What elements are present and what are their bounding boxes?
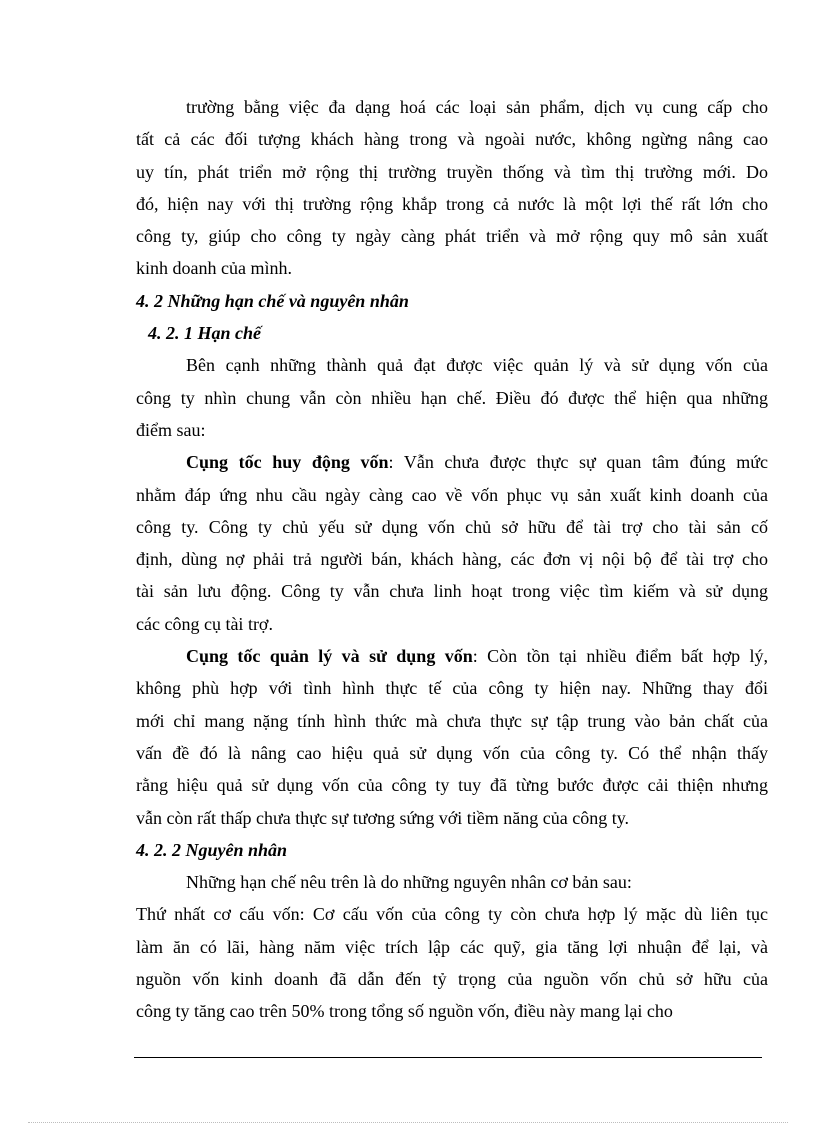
paragraph-line: nguồn vốn kinh doanh đã dẫn đến tỷ trọng của nguồn vốn chủ sở hữu của xyxy=(136,969,768,990)
footer-divider xyxy=(134,1057,762,1058)
bold-term: Cụng tốc quản lý và sử dụng vốn xyxy=(186,646,473,667)
section-heading-4-2: 4. 2 Những hạn chế và nguyên nhân xyxy=(136,290,409,311)
subsection-heading-4-2-2: 4. 2. 2 Nguyên nhân xyxy=(136,839,288,860)
paragraph-line: uy tín, phát triển mở rộng thị trường truyền thống và tìm thị trường mới. Do xyxy=(136,161,768,182)
subsection-heading-4-2-1: 4. 2. 1 Hạn chế xyxy=(148,323,262,344)
paragraph-line: các công cụ tài trợ. xyxy=(136,613,273,634)
paragraph-line: Những hạn chế nêu trên là do những nguyên nhân cơ bản sau: xyxy=(186,872,632,893)
paragraph-line: công ty nhìn chung vẫn còn nhiều hạn chế. Điều đó được thể hiện qua những xyxy=(136,387,768,408)
paragraph-line: Thứ nhất cơ cấu vốn: Cơ cấu vốn của công ty còn chưa hợp lý mặc dù liên tục xyxy=(136,904,768,925)
paragraph-line: đó, hiện nay với thị trường rộng khắp trong cả nước là một lợi thế rất lớn cho xyxy=(136,193,768,214)
paragraph-line: không phù hợp với tình hình thực tế của công ty hiện nay. Những thay đổi xyxy=(136,678,768,699)
paragraph-line: công ty. Công ty chủ yếu sử dụng vốn chủ sở hữu để tài trợ cho tài sản cố xyxy=(136,516,768,537)
paragraph-line: trường bằng việc đa dạng hoá các loại sản phẩm, dịch vụ cung cấp cho xyxy=(186,97,768,117)
paragraph-line: vẫn còn rất thấp chưa thực sự tương sứng với tiềm năng của công ty. xyxy=(136,807,630,828)
line-text: : Còn tồn tại nhiều điểm bất hợp lý, xyxy=(472,646,768,667)
paragraph-line: định, dùng nợ phải trả người bán, khách hàng, các đơn vị nội bộ để tài trợ cho xyxy=(136,549,768,570)
line-text: : Vẫn chưa được thực sự quan tâm đúng mức xyxy=(388,452,768,473)
paragraph-line: điểm sau: xyxy=(136,419,206,440)
paragraph-line xyxy=(136,446,768,478)
paragraph-line: làm ăn có lãi, hàng năm việc trích lập các quỹ, gia tăng lợi nhuận để lại, và xyxy=(136,936,768,957)
bold-term: Cụng tốc huy động vốn xyxy=(186,452,389,473)
paragraph-line: công ty tăng cao trên 50% trong tổng số nguồn vốn, điều này mang lại cho xyxy=(136,1001,673,1022)
paragraph-line: công ty, giúp cho công ty ngày càng phát triển và mở rộng quy mô sản xuất xyxy=(136,226,768,247)
paragraph-line: vấn đề đó là nâng cao hiệu quả sử dụng vốn của công ty. Có thể nhận thấy xyxy=(136,742,768,763)
paragraph-line: nhằm đáp ứng nhu cầu ngày càng cao về vốn phục vụ sản xuất kinh doanh của xyxy=(136,484,768,505)
document-body xyxy=(136,91,768,1028)
paragraph-line: tất cả các đối tượng khách hàng trong và ngoài nước, không ngừng nâng cao xyxy=(136,129,768,150)
paragraph-line xyxy=(136,640,768,672)
paragraph-line: mới chỉ mang nặng tính hình thức mà chưa thực sự tập trung vào bản chất của xyxy=(136,710,768,731)
paragraph-line: kinh doanh của mình. xyxy=(136,258,292,279)
paragraph-line: tài sản lưu động. Công ty vẫn chưa linh hoạt trong việc tìm kiếm và sử dụng xyxy=(136,581,768,602)
paragraph-line: rằng hiệu quả sử dụng vốn của công ty tuy đã từng bước được cải thiện nhưng xyxy=(136,775,768,796)
paragraph-line: Bên cạnh những thành quả đạt được việc quản lý và sử dụng vốn của xyxy=(186,355,768,376)
